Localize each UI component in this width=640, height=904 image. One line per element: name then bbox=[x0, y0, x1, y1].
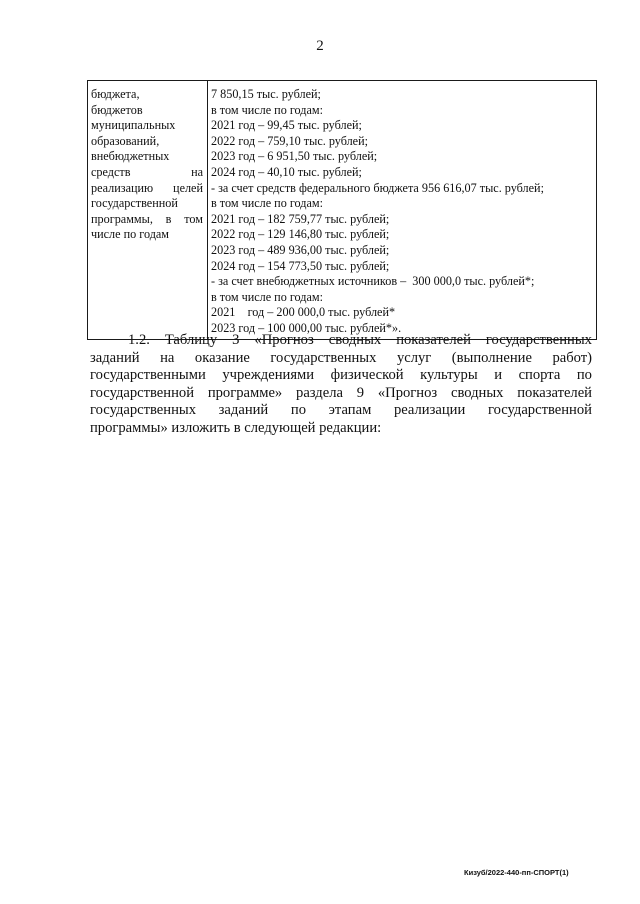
paragraph-word: показателей bbox=[517, 384, 592, 401]
label-line bbox=[91, 118, 203, 134]
paragraph-line bbox=[90, 332, 592, 350]
paragraph-word: спорта bbox=[518, 367, 561, 384]
paragraph-line bbox=[90, 402, 592, 420]
funding-line: 2021 год – 200 000,0 тыс. рублей* bbox=[211, 305, 396, 320]
paragraph-word: 3 bbox=[232, 332, 240, 348]
label-line bbox=[91, 134, 203, 150]
label-word: бюджетов bbox=[91, 102, 143, 117]
label-line bbox=[91, 196, 203, 212]
label-line bbox=[91, 212, 203, 228]
funding-line: 2022 год – 759,10 тыс. рублей; bbox=[211, 133, 368, 148]
budget-table bbox=[87, 80, 597, 340]
paragraph-word: работ) bbox=[552, 349, 592, 366]
label-word: бюджета, bbox=[91, 87, 140, 101]
label-line bbox=[91, 103, 203, 119]
paragraph-word: этапам bbox=[328, 402, 372, 419]
paragraph-word: на bbox=[160, 349, 175, 366]
paragraph-word: физической bbox=[330, 367, 404, 384]
paragraph-word: показателей bbox=[396, 332, 471, 348]
label-line bbox=[91, 165, 203, 181]
label-word: целей bbox=[173, 180, 203, 195]
paragraph-word: 9 bbox=[356, 384, 365, 401]
paragraph-line bbox=[90, 385, 592, 403]
paragraph-word: государственной bbox=[487, 402, 592, 419]
paragraph-word: «Прогноз bbox=[377, 384, 438, 401]
funding-line: 2022 год – 129 146,80 тыс. рублей; bbox=[211, 227, 390, 242]
funding-line: 2023 год – 6 951,50 тыс. рублей; bbox=[211, 149, 378, 164]
label-word: средств bbox=[91, 164, 131, 179]
paragraph-word: государственных bbox=[270, 349, 377, 366]
funding-line: в том числе по годам: bbox=[211, 102, 323, 117]
paragraph-word: программе» bbox=[207, 384, 283, 401]
label-word: числе по годам bbox=[91, 227, 170, 242]
funding-line: 2021 год – 99,45 тыс. рублей; bbox=[211, 118, 362, 133]
paragraph-word: государственной bbox=[90, 384, 195, 401]
paragraph-word: государственных bbox=[90, 402, 197, 419]
label-word: образований, bbox=[91, 133, 160, 148]
table-cell-label bbox=[88, 81, 208, 340]
paragraph-word: сводных bbox=[450, 384, 504, 401]
funding-line: 2024 год – 40,10 тыс. рублей; bbox=[211, 164, 362, 179]
paragraph-word: и bbox=[494, 367, 503, 384]
paragraph-word: государственных bbox=[485, 332, 592, 348]
funding-line: - за счет внебюджетных источников – 300 000,0 тыс. рублей*; bbox=[211, 274, 535, 289]
paragraph-word: 1.2. bbox=[128, 332, 150, 348]
label-line bbox=[91, 87, 203, 103]
label-word: внебюджетных bbox=[91, 149, 170, 164]
funding-line: 2021 год – 182 759,77 тыс. рублей; bbox=[211, 211, 390, 226]
amendment-paragraph bbox=[90, 332, 592, 438]
funding-line: в том числе по годам: bbox=[211, 196, 323, 211]
paragraph-word: учреждениями bbox=[222, 367, 315, 384]
paragraph-word: по bbox=[576, 367, 592, 384]
document-code: Кизуб/2022-440-пп-СПОРТ(1) bbox=[464, 868, 569, 877]
paragraph-word: по bbox=[290, 402, 307, 419]
paragraph-word: услуг bbox=[396, 349, 432, 366]
paragraph-word: оказание bbox=[194, 349, 250, 366]
label-word: реализацию bbox=[91, 180, 154, 195]
funding-line: 2023 год – 100 000,00 тыс. рублей*». bbox=[211, 320, 402, 335]
funding-line: в том числе по годам: bbox=[211, 289, 323, 304]
paragraph-word: (выполнение bbox=[451, 349, 532, 366]
label-word: в bbox=[165, 211, 172, 226]
paragraph-word: заданий bbox=[218, 402, 269, 419]
label-line bbox=[91, 181, 203, 197]
funding-line: 2023 год – 489 936,00 тыс. рублей; bbox=[211, 242, 390, 257]
label-line bbox=[91, 149, 203, 165]
label-line bbox=[91, 227, 203, 243]
paragraph-word: культуры bbox=[420, 367, 478, 384]
table-row bbox=[88, 81, 597, 340]
paragraph-word: реализации bbox=[393, 402, 466, 419]
label-word: том bbox=[184, 211, 203, 226]
label-word: программы, bbox=[91, 211, 153, 226]
paragraph-line bbox=[90, 420, 592, 438]
paragraph-word: «Прогноз bbox=[254, 332, 314, 348]
paragraph-word: государственными bbox=[90, 367, 206, 384]
paragraph-word: программы» изложить в следующей редакции: bbox=[90, 419, 382, 436]
label-word: на bbox=[191, 164, 203, 179]
paragraph-line bbox=[90, 350, 592, 368]
paragraph-word: заданий bbox=[90, 349, 140, 366]
table-cell-values bbox=[208, 81, 597, 340]
label-word: государственной bbox=[91, 196, 178, 211]
label-word: муниципальных bbox=[91, 118, 176, 133]
paragraph-word: раздела bbox=[296, 384, 343, 401]
funding-line: - за счет средств федерального бюджета 956 616,07 тыс. рублей; bbox=[211, 180, 544, 195]
paragraph-word: сводных bbox=[328, 332, 382, 348]
funding-line: 2024 год – 154 773,50 тыс. рублей; bbox=[211, 258, 390, 273]
paragraph-line bbox=[90, 367, 592, 385]
paragraph-word: Таблицу bbox=[164, 332, 218, 348]
page-number: 2 bbox=[316, 38, 324, 54]
funding-line: 7 850,15 тыс. рублей; bbox=[211, 87, 321, 101]
